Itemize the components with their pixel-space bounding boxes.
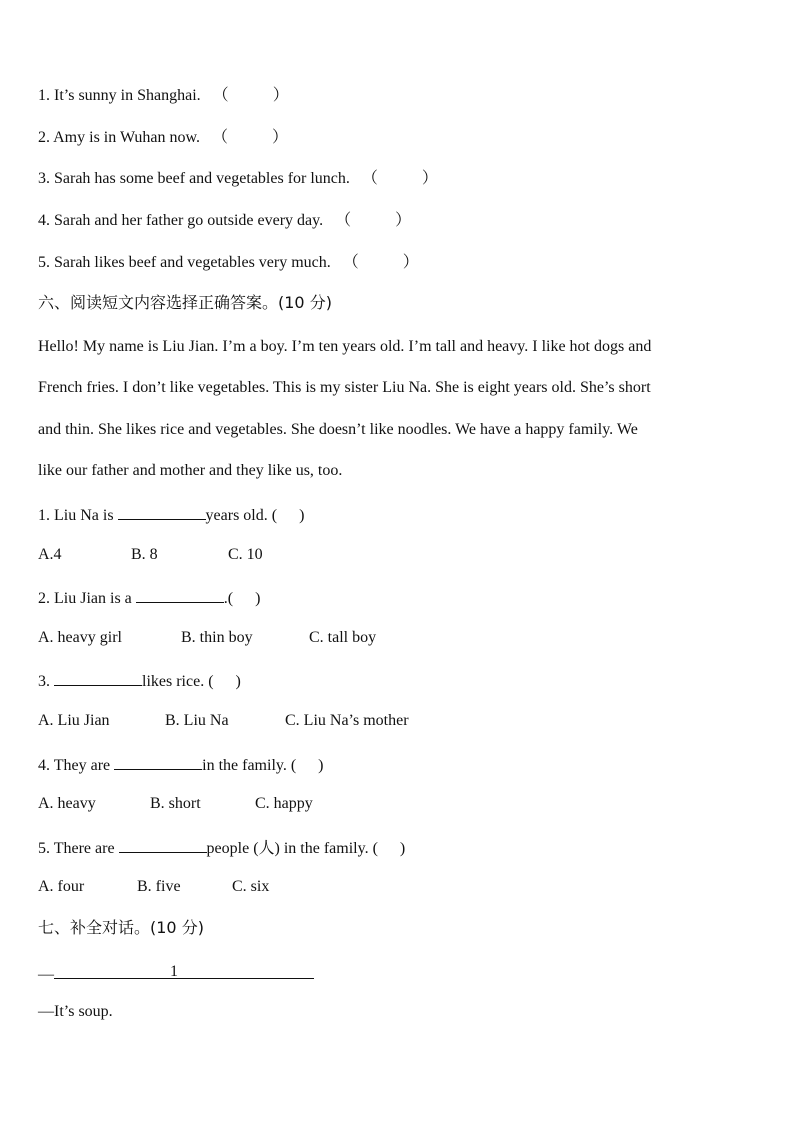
question-2 <box>38 586 260 609</box>
question-text: 2. Liu Jian is a <box>38 590 136 607</box>
dialog-line-1 <box>38 962 314 985</box>
tf-item-2 <box>38 128 288 148</box>
paren-close: ） <box>272 129 289 146</box>
tf-item-text: 3. Sarah has some beef and vegetables for lunch. <box>38 170 350 187</box>
options-3 <box>38 711 409 731</box>
question-text: people (人) in the family. ( <box>206 840 378 857</box>
tf-item-5 <box>38 253 419 273</box>
paren-close: ) <box>399 840 406 857</box>
tf-item-text: 2. Amy is in Wuhan now. <box>38 129 201 146</box>
passage-line-3: and thin. She likes rice and vegetables. She doesn’t like noodles. We have a happy family. We <box>38 421 638 438</box>
paren-close: ) <box>318 757 324 774</box>
dialog-line-2: —It’s soup. <box>38 1003 113 1020</box>
paren-close: ） <box>421 170 438 187</box>
option-a[interactable]: A.4 <box>38 546 62 563</box>
passage-line-4: like our father and mother and they like us, too. <box>38 462 343 479</box>
question-text: in the family. ( <box>202 757 297 774</box>
fill-blank[interactable] <box>136 586 224 603</box>
question-text: likes rice. ( <box>142 673 214 690</box>
option-b[interactable]: B. 8 <box>131 546 158 563</box>
option-b[interactable]: B. thin boy <box>181 629 253 646</box>
fill-blank[interactable] <box>118 503 206 520</box>
paren-open: （ <box>342 254 359 271</box>
question-4 <box>38 753 324 776</box>
option-c[interactable]: C. Liu Na’s mother <box>285 712 409 729</box>
section6-heading: 六、阅读短文内容选择正确答案。(10 分) <box>38 293 332 312</box>
question-text: years old. ( <box>205 507 278 524</box>
options-2 <box>38 628 376 648</box>
tf-item-text: 1. It’s sunny in Shanghai. <box>38 87 201 104</box>
fill-blank[interactable] <box>119 836 207 853</box>
paren-close: ) <box>255 590 261 607</box>
paren-close: ） <box>272 87 289 104</box>
question-text: 1. Liu Na is <box>38 507 118 524</box>
options-5 <box>38 877 269 897</box>
tf-item-4 <box>38 211 411 231</box>
option-b[interactable]: B. short <box>150 795 201 812</box>
paren-open: （ <box>335 212 352 229</box>
option-a[interactable]: A. heavy <box>38 795 96 812</box>
options-1 <box>38 545 263 565</box>
options-4 <box>38 794 313 814</box>
tf-item-1 <box>38 86 289 106</box>
blank-number: 1 <box>170 963 178 980</box>
option-a[interactable]: A. four <box>38 878 85 895</box>
option-c[interactable]: C. six <box>232 878 270 895</box>
fill-blank[interactable] <box>114 753 202 770</box>
paren-close: ) <box>299 507 305 524</box>
tf-item-text: 5. Sarah likes beef and vegetables very much. <box>38 254 331 271</box>
dialog-dash: — <box>38 966 54 983</box>
question-text: 5. There are <box>38 840 119 857</box>
option-a[interactable]: A. Liu Jian <box>38 712 110 729</box>
question-3 <box>38 669 241 692</box>
option-b[interactable]: B. five <box>137 878 181 895</box>
option-c[interactable]: C. happy <box>255 795 313 812</box>
paren-close: ） <box>402 254 419 271</box>
dialog-blank-1[interactable] <box>54 962 314 979</box>
passage-line-1: Hello! My name is Liu Jian. I’m a boy. I’m ten years old. I’m tall and heavy. I like hot dogs and <box>38 338 652 355</box>
question-text: .( <box>223 590 234 607</box>
question-text: 3. <box>38 673 54 690</box>
option-c[interactable]: C. 10 <box>228 546 263 563</box>
tf-item-3 <box>38 169 438 189</box>
passage-line-2: French fries. I don’t like vegetables. This is my sister Liu Na. She is eight years old. She’s short <box>38 379 651 396</box>
option-b[interactable]: B. Liu Na <box>165 712 229 729</box>
question-5 <box>38 836 405 859</box>
paren-open: （ <box>212 87 229 104</box>
section7-heading: 七、补全对话。(10 分) <box>38 918 204 937</box>
paren-close: ） <box>395 212 412 229</box>
option-c[interactable]: C. tall boy <box>309 629 377 646</box>
question-1 <box>38 503 304 526</box>
paren-open: （ <box>361 170 378 187</box>
tf-item-text: 4. Sarah and her father go outside every day. <box>38 212 324 229</box>
paren-open: （ <box>212 129 229 146</box>
question-text: 4. They are <box>38 757 115 774</box>
paren-close: ) <box>235 673 241 690</box>
option-a[interactable]: A. heavy girl <box>38 629 122 646</box>
fill-blank[interactable] <box>54 669 142 686</box>
